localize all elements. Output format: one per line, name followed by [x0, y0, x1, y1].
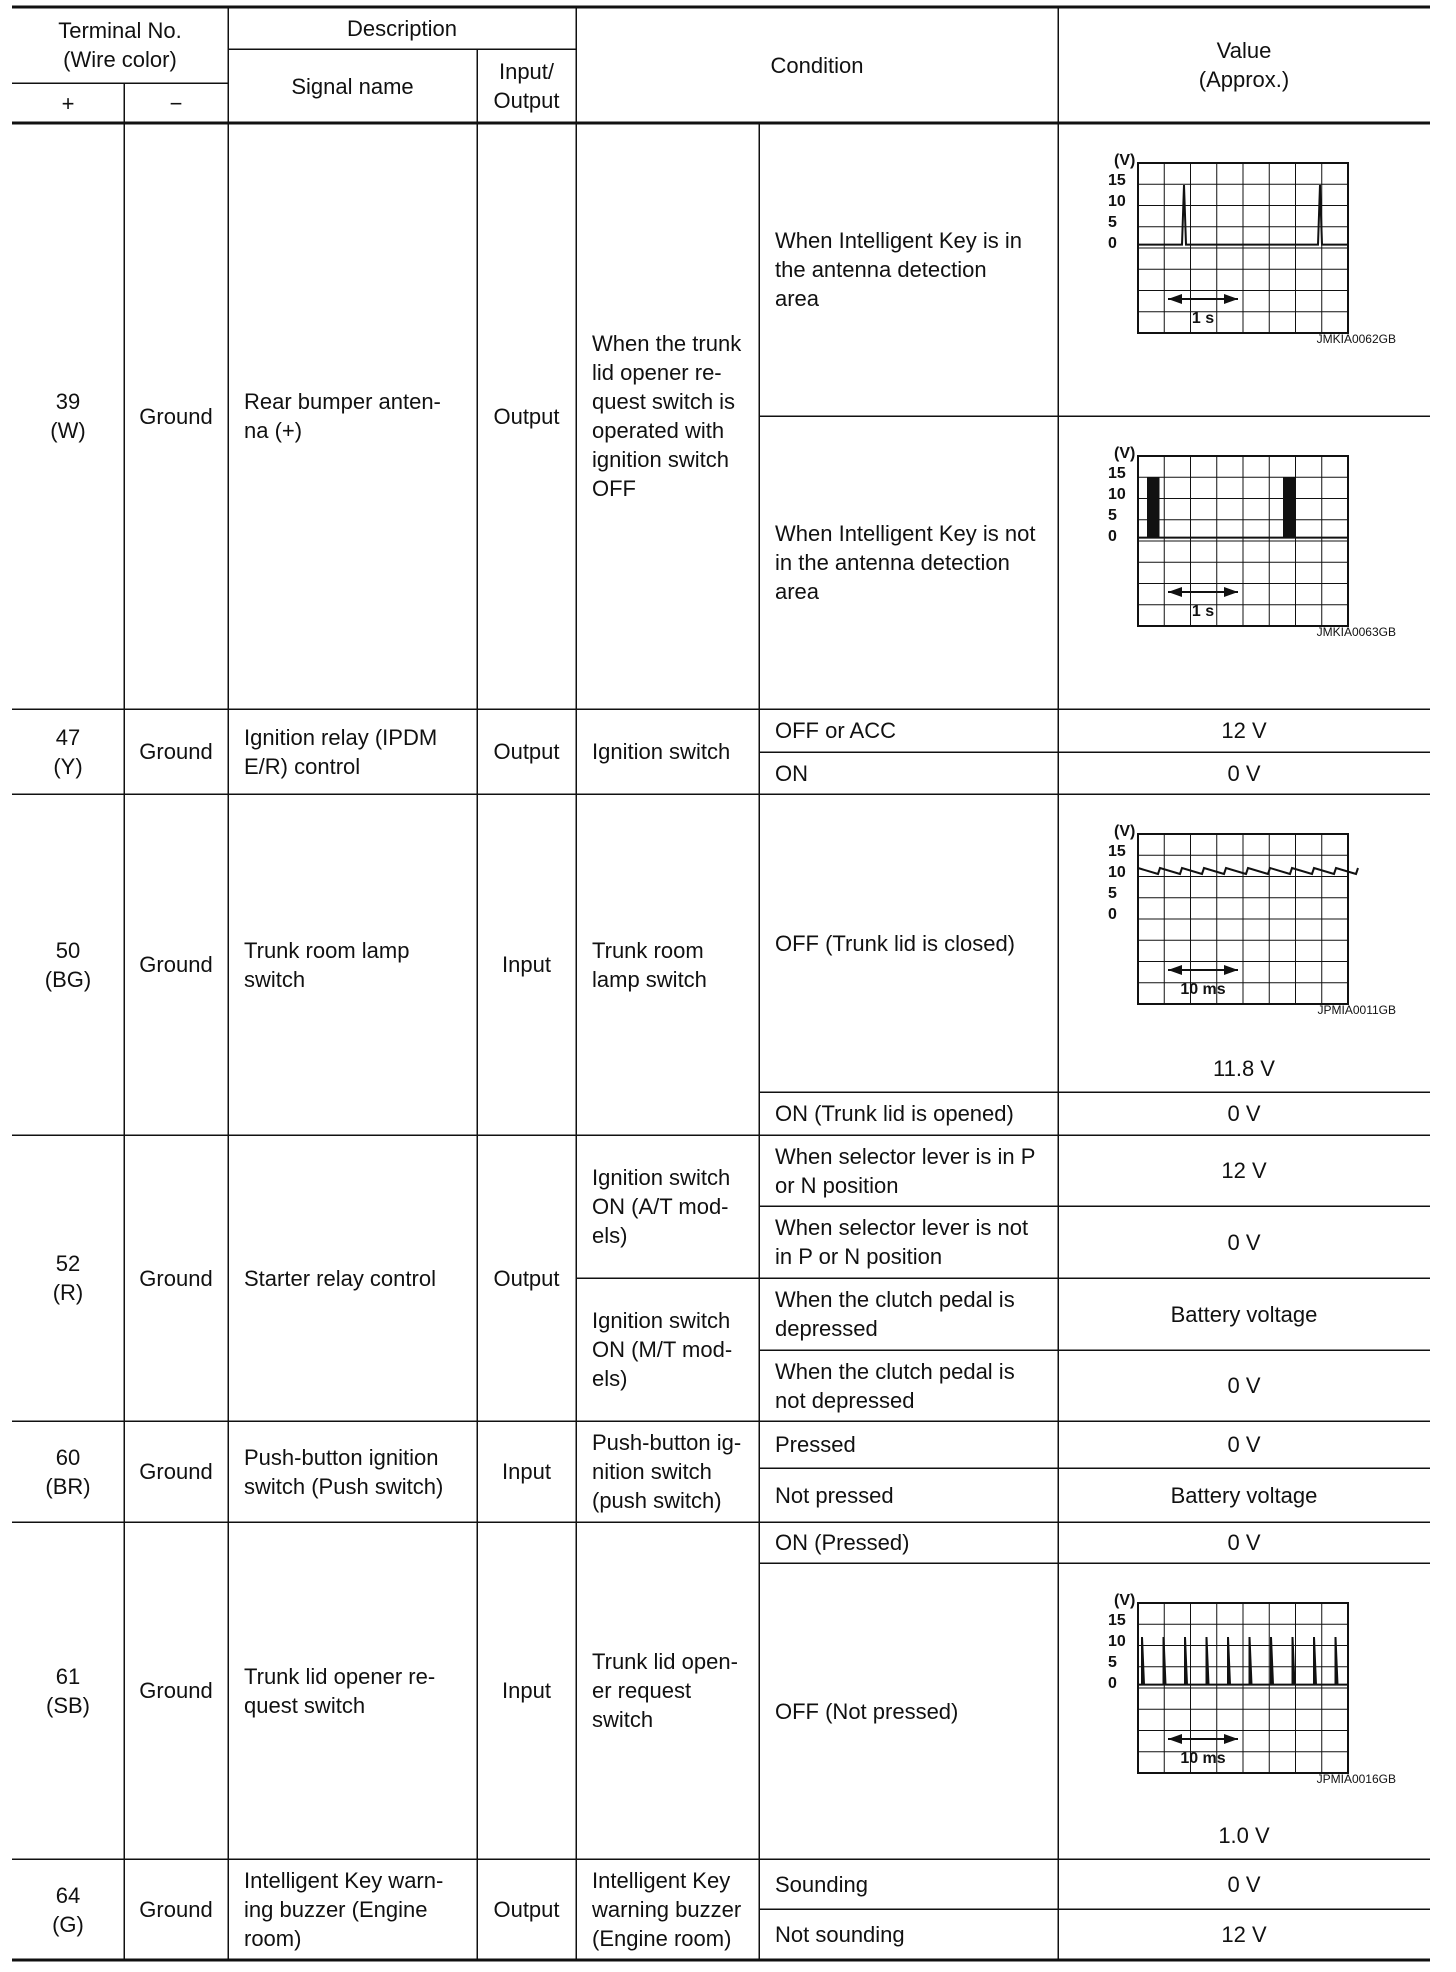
- state-condition: OFF (Trunk lid is closed): [775, 930, 1016, 956]
- terminal-ground: Ground: [139, 1265, 213, 1291]
- waveform-chart: [1058, 152, 1430, 416]
- signal-name: Trunk room lamp switch: [244, 937, 410, 992]
- state-condition: ON (Pressed): [775, 1530, 910, 1555]
- state-value: 0 V: [1227, 760, 1261, 786]
- state-value: 0 V: [1227, 1373, 1261, 1398]
- state-value: 12 V: [1221, 1922, 1267, 1947]
- signal-name: Push-button ignition switch (Push switch): [244, 1444, 444, 1499]
- wave-tick-label: 10: [1108, 864, 1126, 881]
- input-output: Input: [502, 1678, 551, 1703]
- signal-name: Ignition relay (IPDM E/R) control: [244, 724, 438, 779]
- wave-figure-code: JMKIA0062GB: [1316, 332, 1396, 346]
- condition: When the trunk lid opener re- quest switch is operated with ignition switch OFF: [592, 331, 742, 501]
- state-value: 12 V: [1221, 718, 1267, 743]
- signal-name: Starter relay control: [244, 1265, 436, 1291]
- waveform-chart: [1058, 823, 1430, 1092]
- state-condition: When selector lever is in P or N position: [775, 1143, 1036, 1198]
- terminal-ground: Ground: [139, 739, 213, 764]
- header-plus: +: [61, 90, 75, 116]
- state-condition: When Intelligent Key is in the antenna detection area: [775, 228, 1023, 311]
- state-condition: OFF or ACC: [775, 718, 897, 743]
- wave-trace: [1138, 868, 1358, 874]
- condition-group: Ignition switch ON (A/T mod- els): [592, 1165, 731, 1248]
- state-value: 12 V: [1221, 1158, 1267, 1183]
- state-value: 0 V: [1227, 1530, 1261, 1555]
- wave-figure-code: JPMIA0016GB: [1316, 1772, 1396, 1786]
- terminal-number: 39 (W): [50, 389, 86, 443]
- waveform-chart: [1058, 445, 1430, 709]
- wave-arrowhead: [1168, 587, 1182, 597]
- condition: Trunk room lamp switch: [592, 937, 707, 992]
- header-value: Value (Approx.): [1198, 38, 1290, 92]
- terminal-number: 60 (BR): [45, 1444, 91, 1499]
- wave-time-label: 1 s: [1191, 310, 1215, 327]
- state-condition: When the clutch pedal is depressed: [775, 1287, 1015, 1341]
- condition: Push-button ig- nition switch (push switch): [592, 1430, 742, 1513]
- wave-tick-label: 5: [1108, 214, 1117, 231]
- input-output: Output: [493, 739, 560, 764]
- input-output: Output: [493, 1265, 560, 1291]
- condition: Intelligent Key warning buzzer (Engine room): [592, 1868, 742, 1951]
- state-condition: Pressed: [775, 1432, 856, 1457]
- state-value: 0 V: [1227, 1229, 1261, 1255]
- signal-name: Intelligent Key warn- ing buzzer (Engine room): [244, 1868, 444, 1951]
- header-input-output: Input/ Output: [493, 59, 560, 113]
- signal-name: Rear bumper anten- na (+): [244, 389, 441, 443]
- wave-arrowhead: [1168, 294, 1182, 304]
- state-value: 0 V: [1227, 1432, 1261, 1457]
- header-signal-name: Signal name: [291, 73, 414, 99]
- state-condition: ON: [775, 760, 808, 786]
- state-value: Battery voltage: [1170, 1482, 1318, 1508]
- state-condition: When Intelligent Key is not in the antenna detection area: [775, 521, 1036, 604]
- state-condition: OFF (Not pressed): [775, 1698, 959, 1724]
- wave-arrowhead: [1224, 965, 1238, 975]
- terminal-ground: Ground: [139, 952, 213, 977]
- wave-time-label: 1 s: [1191, 603, 1215, 620]
- terminal-number: 64 (G): [52, 1882, 84, 1937]
- wave-axis-unit: (V): [1114, 445, 1136, 462]
- terminal-number: 47 (Y): [53, 724, 83, 779]
- state-value: 11.8 V: [1213, 1056, 1275, 1081]
- signal-name: Trunk lid opener re- quest switch: [244, 1663, 436, 1718]
- condition: Ignition switch: [592, 739, 731, 764]
- wave-tick-label: 5: [1108, 1654, 1117, 1671]
- header-minus: −: [169, 90, 183, 116]
- input-output: Output: [493, 403, 560, 429]
- header-condition: Condition: [770, 52, 864, 78]
- wave-tick-label: 10: [1108, 193, 1126, 210]
- condition: Trunk lid open- er request switch: [592, 1649, 738, 1732]
- waveform-chart: [1058, 1592, 1430, 1859]
- wave-tick-label: 0: [1108, 235, 1117, 252]
- state-condition: When the clutch pedal is not depressed: [775, 1358, 1015, 1413]
- wave-axis-unit: (V): [1114, 823, 1136, 840]
- state-value: 0 V: [1227, 1101, 1261, 1126]
- condition-group: Ignition switch ON (M/T mod- els): [592, 1308, 733, 1391]
- wave-tick-label: 0: [1108, 1675, 1117, 1692]
- wave-tick-label: 15: [1108, 172, 1126, 189]
- terminal-ground: Ground: [139, 1897, 213, 1922]
- terminal-ground: Ground: [139, 1678, 213, 1703]
- wave-tick-label: 15: [1108, 843, 1126, 860]
- wave-arrowhead: [1224, 1734, 1238, 1744]
- wave-tick-label: 10: [1108, 486, 1126, 503]
- wave-axis-unit: (V): [1114, 1592, 1136, 1609]
- state-condition: Not pressed: [775, 1482, 894, 1508]
- wave-tick-label: 15: [1108, 1612, 1126, 1629]
- wave-figure-code: JPMIA0011GB: [1317, 1003, 1396, 1017]
- terminal-ground: Ground: [139, 403, 213, 429]
- state-condition: ON (Trunk lid is opened): [775, 1101, 1014, 1126]
- wave-arrowhead: [1224, 587, 1238, 597]
- wave-tick-label: 15: [1108, 465, 1126, 482]
- state-value: 1.0 V: [1218, 1823, 1270, 1848]
- wave-tick-label: 0: [1108, 906, 1117, 923]
- wave-figure-code: JMKIA0063GB: [1316, 625, 1396, 639]
- wave-tick-label: 5: [1108, 507, 1117, 524]
- header-description: Description: [346, 15, 458, 41]
- wave-arrowhead: [1224, 294, 1238, 304]
- state-condition: Sounding: [775, 1871, 868, 1897]
- wave-time-label: 10 ms: [1180, 981, 1226, 998]
- input-output: Output: [493, 1897, 560, 1922]
- wave-time-label: 10 ms: [1180, 1750, 1226, 1767]
- input-output: Input: [502, 1459, 551, 1484]
- state-condition: When selector lever is not in P or N position: [775, 1215, 1029, 1269]
- terminal-number: 50 (BG): [44, 937, 92, 992]
- terminal-table: [12, 7, 1430, 1967]
- state-condition: Not sounding: [775, 1922, 905, 1947]
- wave-axis-unit: (V): [1114, 152, 1136, 169]
- state-value: 0 V: [1227, 1871, 1261, 1897]
- terminal-ground: Ground: [139, 1459, 213, 1484]
- state-value: Battery voltage: [1170, 1301, 1318, 1327]
- wave-tick-label: 10: [1108, 1633, 1126, 1650]
- wave-arrowhead: [1168, 1734, 1182, 1744]
- wave-arrowhead: [1168, 965, 1182, 975]
- input-output: Input: [502, 952, 551, 977]
- terminal-number: 52 (R): [52, 1251, 84, 1305]
- wave-tick-label: 0: [1108, 528, 1117, 545]
- header-terminal-no: Terminal No. (Wire color): [58, 18, 182, 72]
- wave-tick-label: 5: [1108, 885, 1117, 902]
- terminal-number: 61 (SB): [46, 1663, 90, 1718]
